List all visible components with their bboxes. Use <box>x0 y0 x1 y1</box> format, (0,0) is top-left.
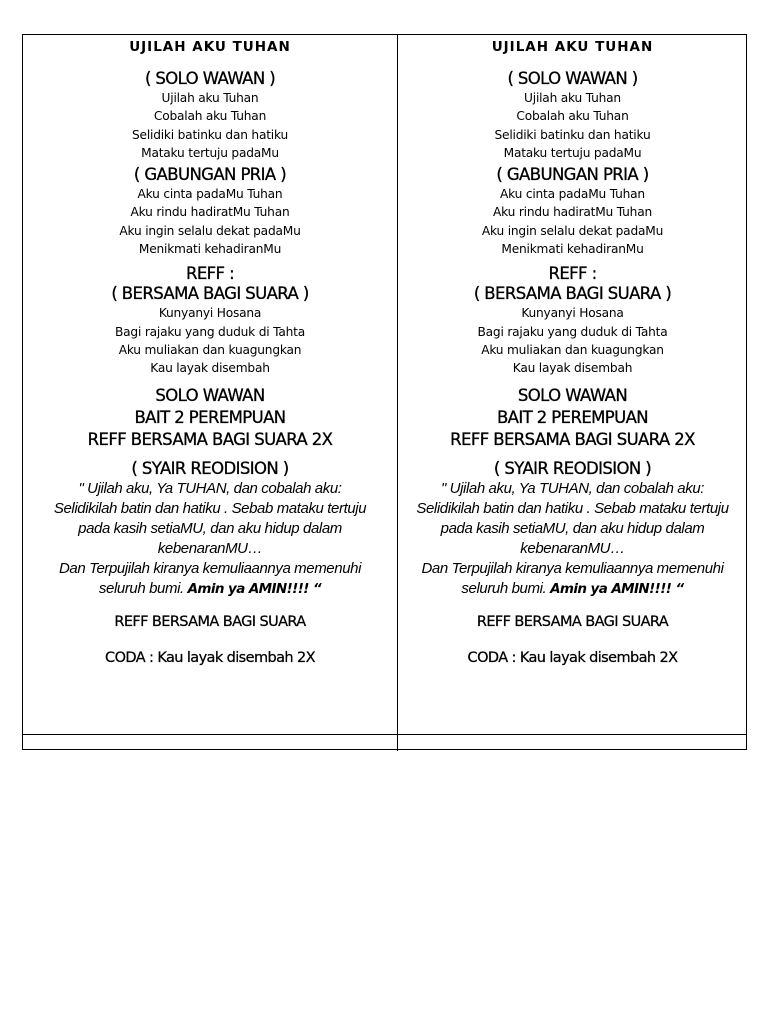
lyric-card-left <box>23 35 397 735</box>
order-line: BAIT 2 PEREMPUAN <box>496 407 649 427</box>
gabungan-heading: ( GABUNGAN PRIA ) <box>133 165 287 185</box>
lyric-line: Kunyanyi Hosana <box>158 306 262 321</box>
syair-line: pada kasih setiaMU, dan aku hidup dalam <box>440 519 705 537</box>
order-line: SOLO WAWAN <box>155 385 265 405</box>
song-title: UJILAH AKU TUHAN <box>491 39 654 55</box>
reff-sub-heading: ( BERSAMA BAGI SUARA ) <box>473 284 672 304</box>
reff-sub-heading: ( BERSAMA BAGI SUARA ) <box>111 284 309 304</box>
syair-line: kebenaranMU… <box>520 539 625 557</box>
reff-footer: REFF BERSAMA BAGI SUARA <box>114 613 306 630</box>
syair-line: " Ujilah aku, Ya TUHAN, dan cobalah aku: <box>440 479 705 497</box>
song-title: UJILAH AKU TUHAN <box>129 39 291 55</box>
solo-heading: ( SOLO WAWAN ) <box>144 69 276 88</box>
order-line: REFF BERSAMA BAGI SUARA 2X <box>87 429 333 449</box>
lyric-line: Aku ingin selalu dekat padaMu <box>119 223 301 238</box>
lyric-line: Mataku tertuju padaMu <box>141 145 279 160</box>
syair-last-plain: seluruh bumi. <box>461 579 547 597</box>
syair-last-line <box>29 579 391 599</box>
lyric-line: Aku rindu hadiratMu Tuhan <box>493 205 652 220</box>
reff-footer: REFF BERSAMA BAGI SUARA <box>476 613 669 630</box>
lyric-line: Menikmati kehadiranMu <box>138 242 282 257</box>
coda-line: CODA : Kau layak disembah 2X <box>105 649 315 666</box>
syair-last-bold: Amin ya AMIN!!!! “ <box>550 580 684 597</box>
order-line: SOLO WAWAN <box>517 385 628 405</box>
order-line: REFF BERSAMA BAGI SUARA 2X <box>450 429 695 449</box>
lyric-line: Cobalah aku Tuhan <box>516 109 629 124</box>
lyric-card-right <box>398 35 747 735</box>
reff-heading: REFF : <box>548 264 597 284</box>
syair-last-plain: seluruh bumi. <box>98 579 184 597</box>
syair-line: Selidikilah batin dan hatiku . Sebab mataku tertuju <box>53 499 367 517</box>
lyric-line: Kunyanyi Hosana <box>521 306 624 321</box>
lyric-line: Selidiki batinku dan hatiku <box>494 127 651 142</box>
syair-line: Dan Terpujilah kiranya kemuliaannya memenuhi <box>58 559 362 577</box>
syair-line: kebenaranMU… <box>157 539 263 557</box>
lyric-line: Aku muliakan dan kuagungkan <box>118 342 302 357</box>
lyric-line: Bagi rajaku yang duduk di Tahta <box>115 324 305 339</box>
lyric-line: Menikmati kehadiranMu <box>501 242 644 257</box>
syair-line: pada kasih setiaMU, dan aku hidup dalam <box>78 519 342 537</box>
syair-heading: ( SYAIR REODISION ) <box>131 458 289 478</box>
lyric-line: Selidiki batinku dan hatiku <box>132 127 288 142</box>
solo-heading: ( SOLO WAWAN ) <box>507 69 638 88</box>
lyric-line: Aku cinta padaMu Tuhan <box>137 187 283 202</box>
lyric-line: Aku muliakan dan kuagungkan <box>481 342 664 357</box>
lyric-line: Bagi rajaku yang duduk di Tahta <box>477 324 668 339</box>
lyric-line: Aku rindu hadiratMu Tuhan <box>130 205 290 220</box>
lyric-line: Mataku tertuju padaMu <box>503 145 642 160</box>
lyric-line: Cobalah aku Tuhan <box>153 109 267 124</box>
syair-line: Dan Terpujilah kiranya kemuliaannya memenuhi <box>421 559 724 577</box>
syair-last-bold: Amin ya AMIN!!!! “ <box>187 580 322 597</box>
lyric-line: Aku cinta padaMu Tuhan <box>500 187 645 202</box>
lyric-sheet-table <box>22 34 747 750</box>
lyric-line: Kau layak disembah <box>512 361 633 376</box>
syair-heading: ( SYAIR REODISION ) <box>493 458 652 478</box>
lyric-line: Ujilah aku Tuhan <box>161 91 259 105</box>
lyric-line: Aku ingin selalu dekat padaMu <box>481 223 664 238</box>
syair-line: " Ujilah aku, Ya TUHAN, dan cobalah aku: <box>78 479 342 497</box>
syair-line: Selidikilah batin dan hatiku . Sebab mataku tertuju <box>416 499 729 517</box>
order-line: BAIT 2 PEREMPUAN <box>134 407 286 427</box>
coda-line: CODA : Kau layak disembah 2X <box>467 649 678 666</box>
gabungan-heading: ( GABUNGAN PRIA ) <box>496 165 649 185</box>
reff-heading: REFF : <box>185 264 235 284</box>
lyric-line: Ujilah aku Tuhan <box>524 91 621 105</box>
syair-last-line <box>404 579 741 599</box>
lyric-line: Kau layak disembah <box>150 361 270 376</box>
